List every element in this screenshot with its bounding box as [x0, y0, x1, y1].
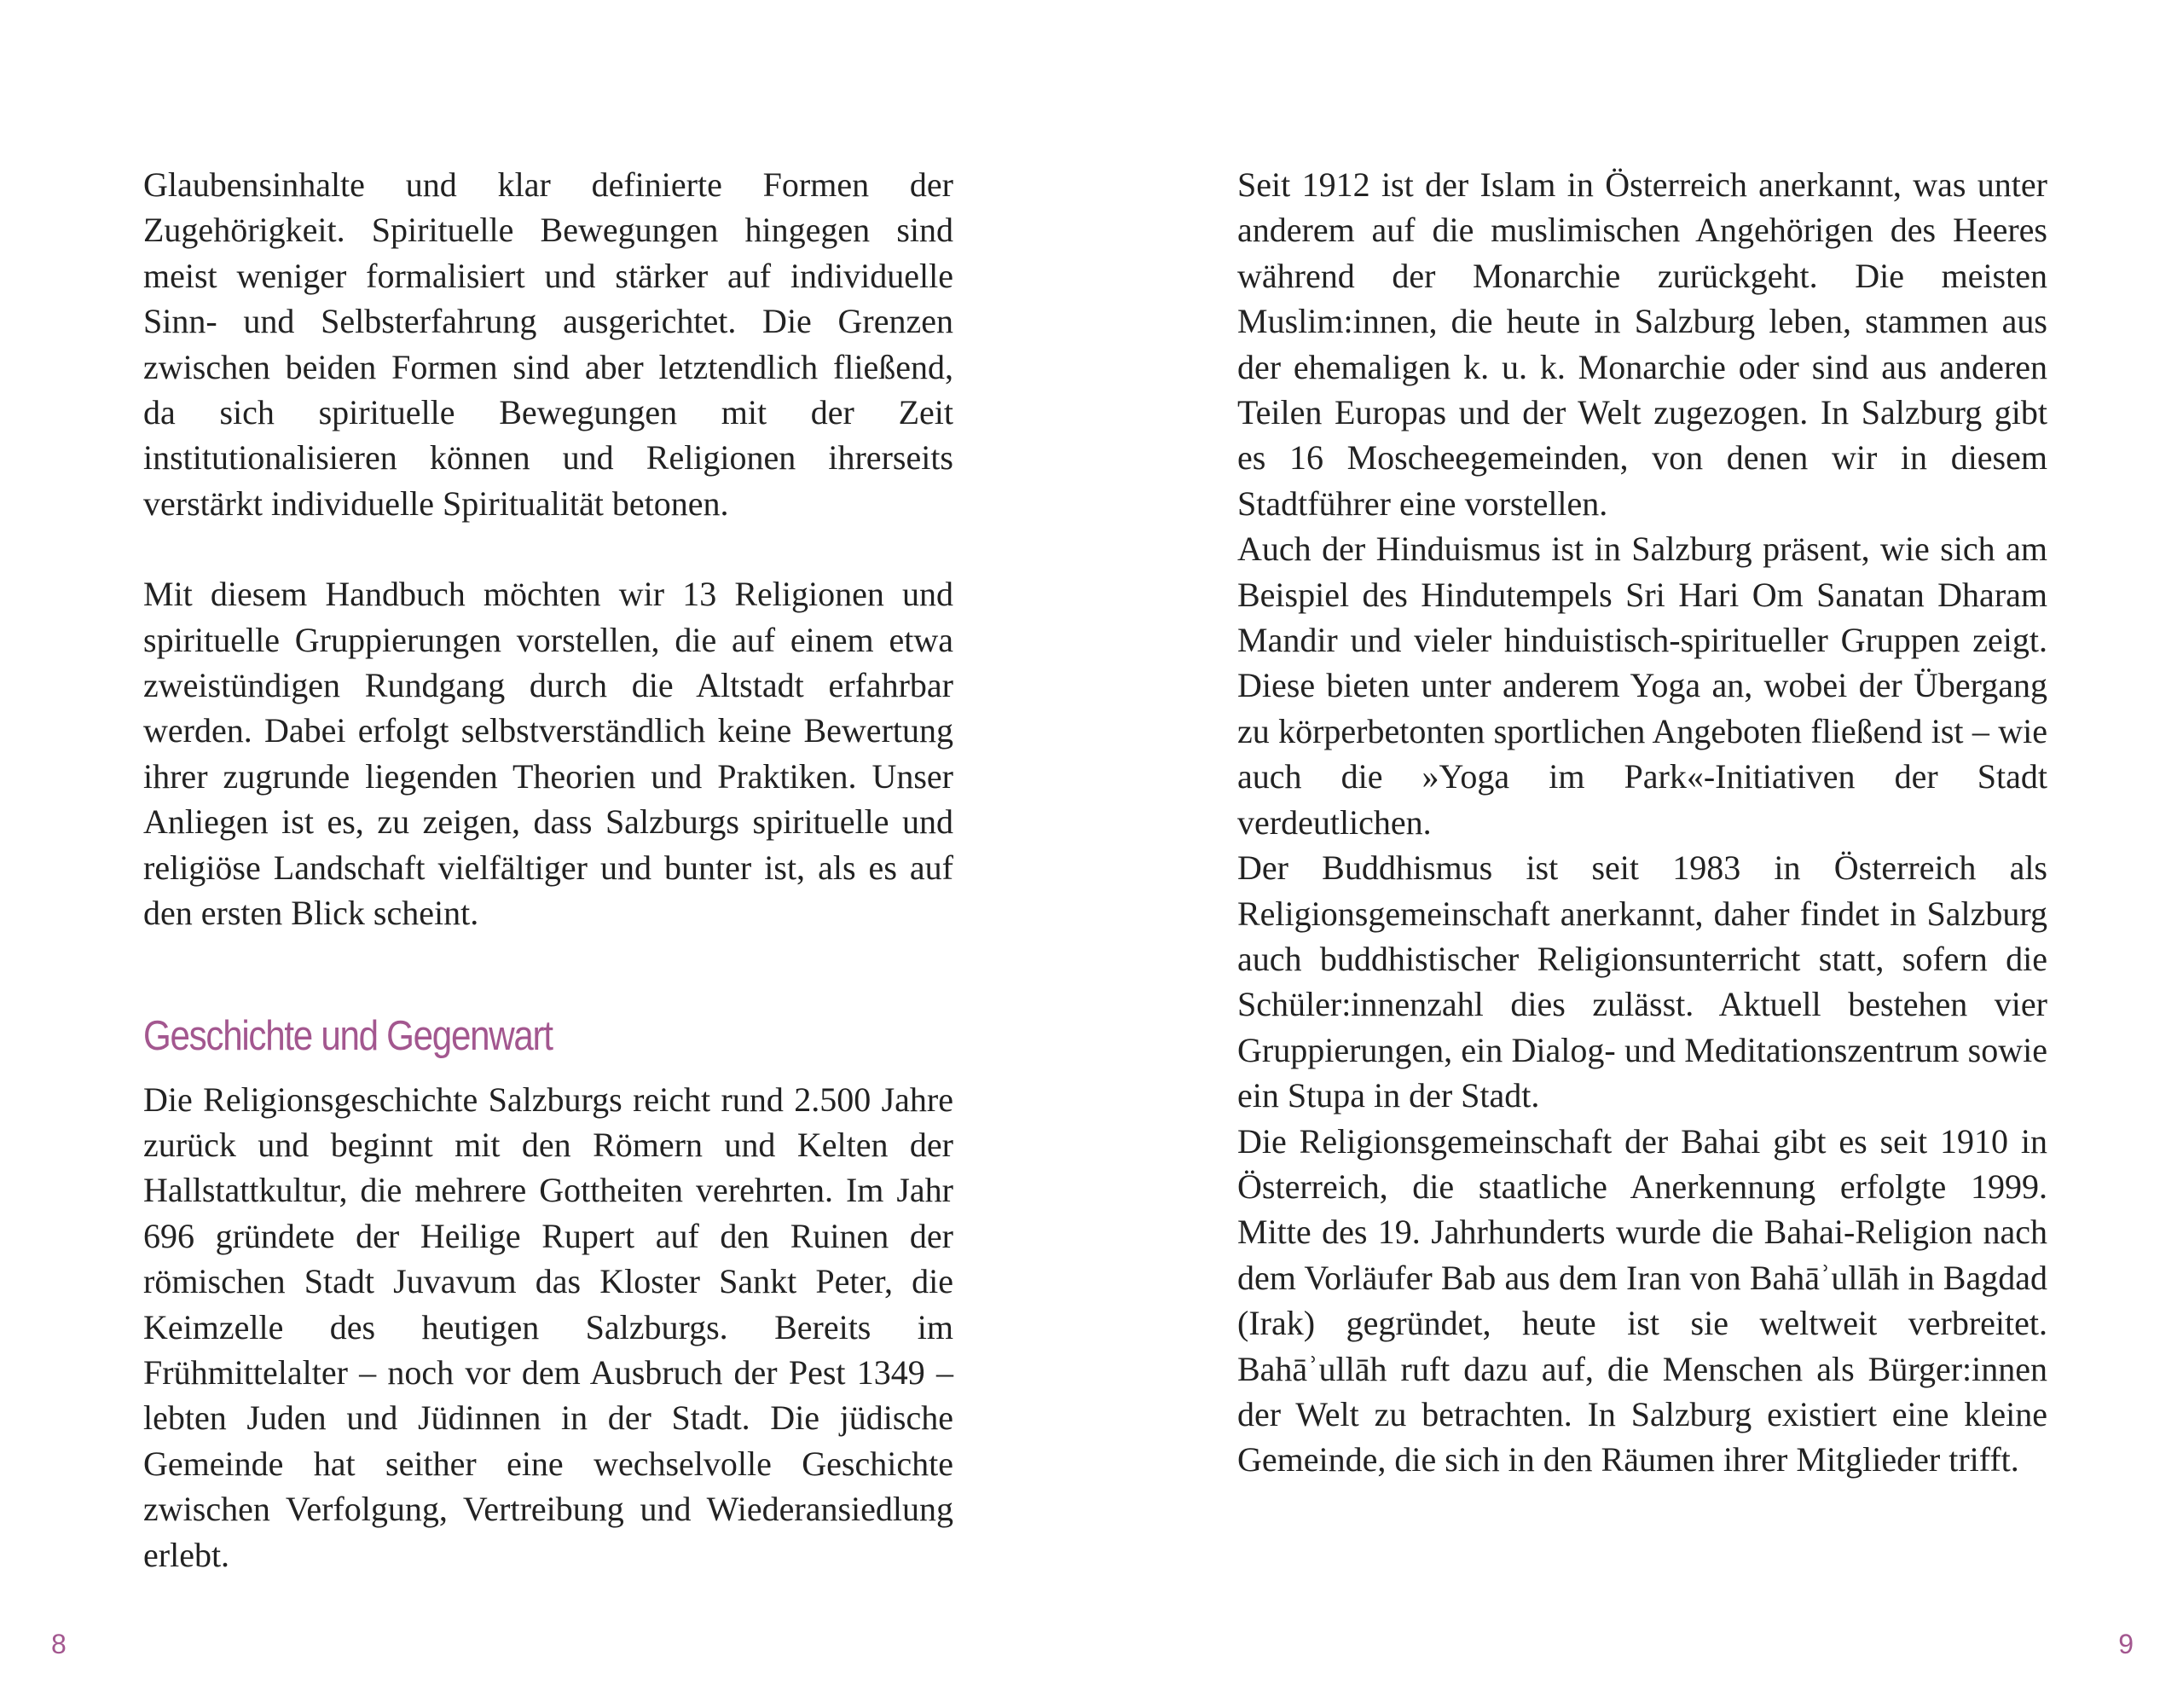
paragraph: Die Religionsgemeinschaft der Bahai gibt es seit 1910 in Österreich, die staatliche Anerkennung erfolgte 1999. Mitte des 19. Jahrhunderts wurde die Bahai-Religion nach dem Vorläufer Bab aus dem Iran von Bahāʾullāh in Bagdad (Irak) gegründet, heute ist sie weltweit verbreitet. Bahāʾullāh ruft dazu auf, die Menschen als Bürger:innen der Welt zu betrachten. In Salzburg existiert eine kleine Gemeinde, die sich in den Räumen ihrer Mitglieder trifft. [1237, 1121, 2047, 1479]
paragraph: Der Buddhismus ist seit 1983 in Österreich als Religionsgemeinschaft anerkannt, daher findet in Salzburg auch buddhistischer Religionsunterricht statt, sofern die Schüler:innenzahl dies zulässt. Aktuell bestehen vier Gruppierungen, ein Dialog- und Meditationszentrum sowie ein Stupa in der Stadt. [1237, 848, 2047, 1115]
page-number: 8 [51, 1629, 67, 1659]
page-number: 9 [2118, 1629, 2134, 1659]
paragraph: Mit diesem Handbuch möchten wir 13 Religionen und spirituelle Gruppierungen vorstellen, die auf einem etwa zweistündigen Rundgang durch die Altstadt erfahrbar werden. Dabei erfolgt selbstverständlich keine Bewertung ihrer zugrunde liegenden Theorien und Praktiken. Unser Anliegen ist es, zu zeigen, dass Salzburgs spirituelle und religiöse Landschaft vielfältiger und bunter ist, als es auf den ersten Blick scheint. [143, 575, 953, 933]
paragraph: Glaubensinhalte und klar definierte Formen der Zugehörigkeit. Spirituelle Bewegungen hingegen sind meist weniger formalisiert und stärker auf individuelle Sinn- und Selbsterfahrung ausgerichtet. Die Grenzen zwischen beiden Formen sind aber letztendlich fließend, da sich spirituelle Bewegungen mit der Zeit institutionalisieren können und Religionen ihrerseits verstärkt individuelle Spiritualität betonen. [143, 165, 953, 523]
right-text-column [1237, 162, 2047, 1483]
paragraph: Die Religionsgeschichte Salzburgs reicht rund 2.500 Jahre zurück und beginnt mit den Römern und Kelten der Hallstattkultur, die mehrere Gottheiten verehrten. Im Jahr 696 gründete der Heilige Rupert auf den Ruinen der römischen Stadt Juvavum das Kloster Sankt Peter, die Keimzelle des heutigen Salzburgs. Bereits im Frühmittelalter – noch vor dem Ausbruch der Pest 1349 – lebten Juden und Jüdinnen in der Stadt. Die jüdische Gemeinde hat seither eine wechselvolle Geschichte zwischen Verfolgung, Vertreibung und Wiederansiedlung erlebt. [143, 1080, 953, 1574]
paragraph: Auch der Hinduismus ist in Salzburg präsent, wie sich am Beispiel des Hindutempels Sri Hari Om Sanatan Dharam Mandir und vieler hinduistisch-spiritueller Gruppen zeigt. Diese bieten unter anderem Yoga an, wobei der Übergang zu körperbetonten sportlichen Angeboten fließend ist – wie auch die »Yoga im Park«-Initiativen der Stadt verdeutlichen. [1237, 530, 2047, 842]
left-text-column [143, 162, 953, 1578]
right-page [1092, 0, 2183, 1708]
section-heading: Geschichte und Gegenwart [143, 1012, 553, 1059]
paragraph: Seit 1912 ist der Islam in Österreich anerkannt, was unter anderem auf die muslimischen Angehörigen des Heeres während der Monarchie zurückgeht. Die meisten Muslim:innen, die heute in Salzburg leben, stammen aus der ehemaligen k. u. k. Monarchie oder sind aus anderen Teilen Europas und der Welt zugezogen. In Salzburg gibt es 16 Moscheegemeinden, von denen wir in diesem Stadtführer eine vorstellen. [1237, 165, 2047, 523]
